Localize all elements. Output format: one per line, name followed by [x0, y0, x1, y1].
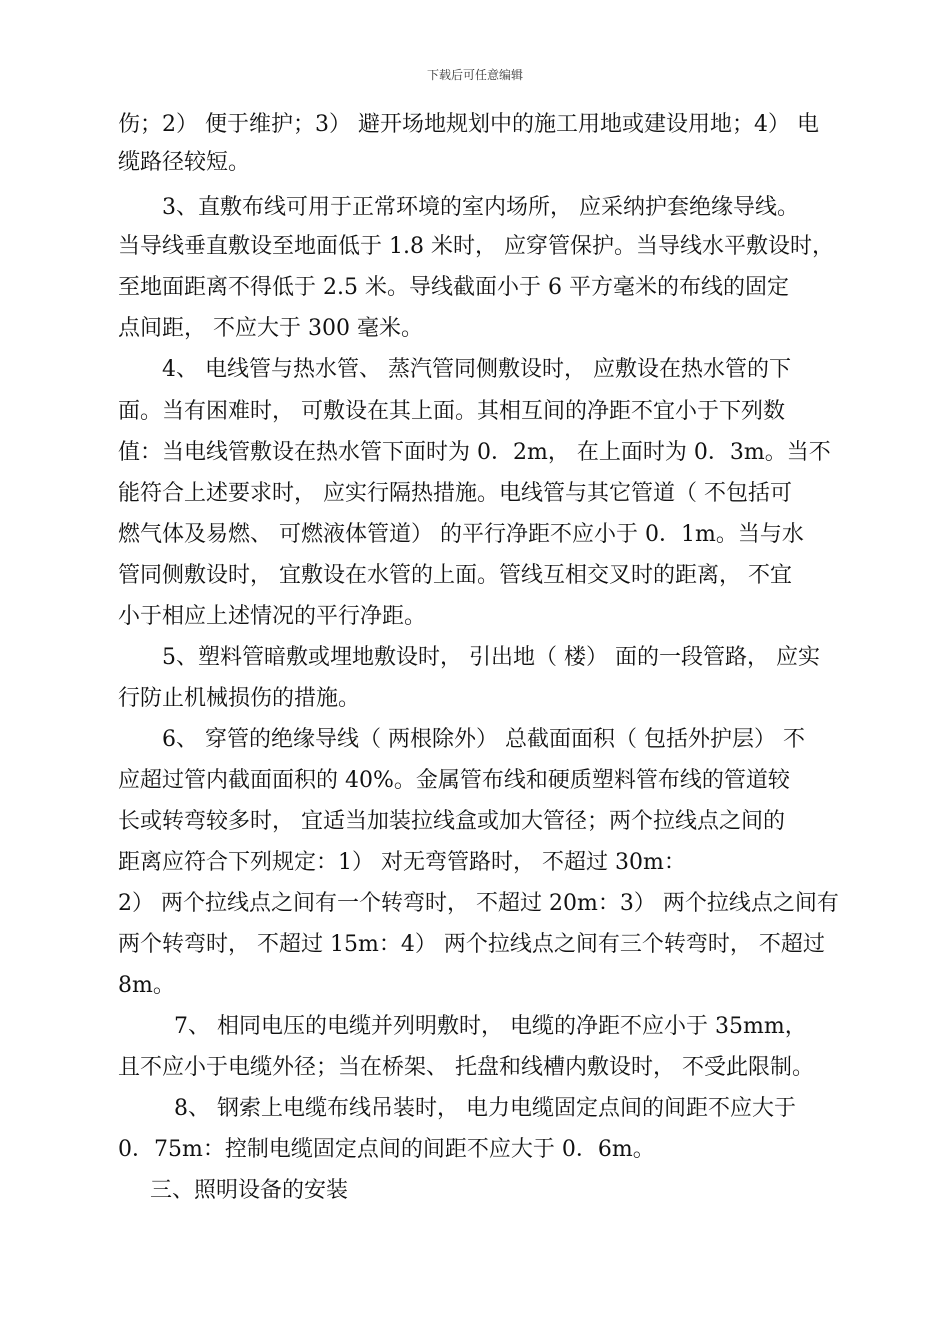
text-line: 4、 电线管与热水管、 蒸汽管同侧敷设时， 应敷设在热水管的下 [162, 357, 791, 382]
text-line: 值：当电线管敷设在热水管下面时为 0．2m， 在上面时为 0．3m。当不 [118, 440, 831, 465]
text-line: 8m。 [118, 973, 175, 998]
text-line: 距离应符合下列规定：1） 对无弯管路时， 不超过 30m： [118, 850, 686, 875]
text-line: 当导线垂直敷设至地面低于 1.8 米时， 应穿管保护。当导线水平敷设时， [118, 234, 834, 259]
section-heading: 三、照明设备的安装 [150, 1178, 349, 1203]
text-line: 小于相应上述情况的平行净距。 [118, 604, 427, 629]
text-line: 面。当有困难时， 可敷设在其上面。其相互间的净距不宜小于下列数 [118, 399, 785, 424]
text-line: 6、 穿管的绝缘导线（ 两根除外） 总截面面积（ 包括外护层） 不 [162, 727, 805, 752]
text-line: 两个转弯时， 不超过 15m：4） 两个拉线点之间有三个转弯时， 不超过 [118, 932, 825, 957]
text-line: 3、直敷布线可用于正常环境的室内场所， 应采纳护套绝缘导线。 [162, 195, 799, 220]
text-line: 7、 相同电压的电缆并列明敷时， 电缆的净距不应小于 35mm， [174, 1014, 807, 1039]
text-line: 且不应小于电缆外径；当在桥架、 托盘和线槽内敷设时， 不受此限制。 [118, 1055, 814, 1080]
text-line: 至地面距离不得低于 2.5 米。导线截面小于 6 平方毫米的布线的固定 [118, 275, 789, 300]
text-line: 行防止机械损伤的措施。 [118, 686, 361, 711]
text-line: 长或转弯较多时， 宜适当加装拉线盒或加大管径；两个拉线点之间的 [118, 809, 785, 834]
text-line: 伤；2） 便于维护；3） 避开场地规划中的施工用地或建设用地；4） 电 [118, 112, 819, 137]
text-line: 应超过管内截面面积的 40%。金属管布线和硬质塑料管布线的管道较 [118, 768, 790, 793]
text-line: 燃气体及易燃、 可燃液体管道） 的平行净距不应小于 0．1m。当与水 [118, 522, 804, 547]
text-line: 2） 两个拉线点之间有一个转弯时， 不超过 20m：3） 两个拉线点之间有 [118, 891, 839, 916]
text-line: 缆路径较短。 [118, 150, 251, 175]
text-line: 5、塑料管暗敷或埋地敷设时， 引出地（ 楼） 面的一段管路， 应实 [162, 645, 820, 670]
text-line: 管同侧敷设时， 宜敷设在水管的上面。管线互相交叉时的距离， 不宜 [118, 563, 792, 588]
text-line: 0．75m：控制电缆固定点间的间距不应大于 0．6m。 [118, 1137, 655, 1162]
text-line: 能符合上述要求时， 应实行隔热措施。电线管与其它管道（ 不包括可 [118, 481, 792, 506]
text-line: 8、 钢索上电缆布线吊装时， 电力电缆固定点间的间距不应大于 [174, 1096, 796, 1121]
text-line: 点间距， 不应大于 300 毫米。 [118, 316, 423, 341]
page-header: 下载后可任意编辑 [426, 68, 523, 82]
